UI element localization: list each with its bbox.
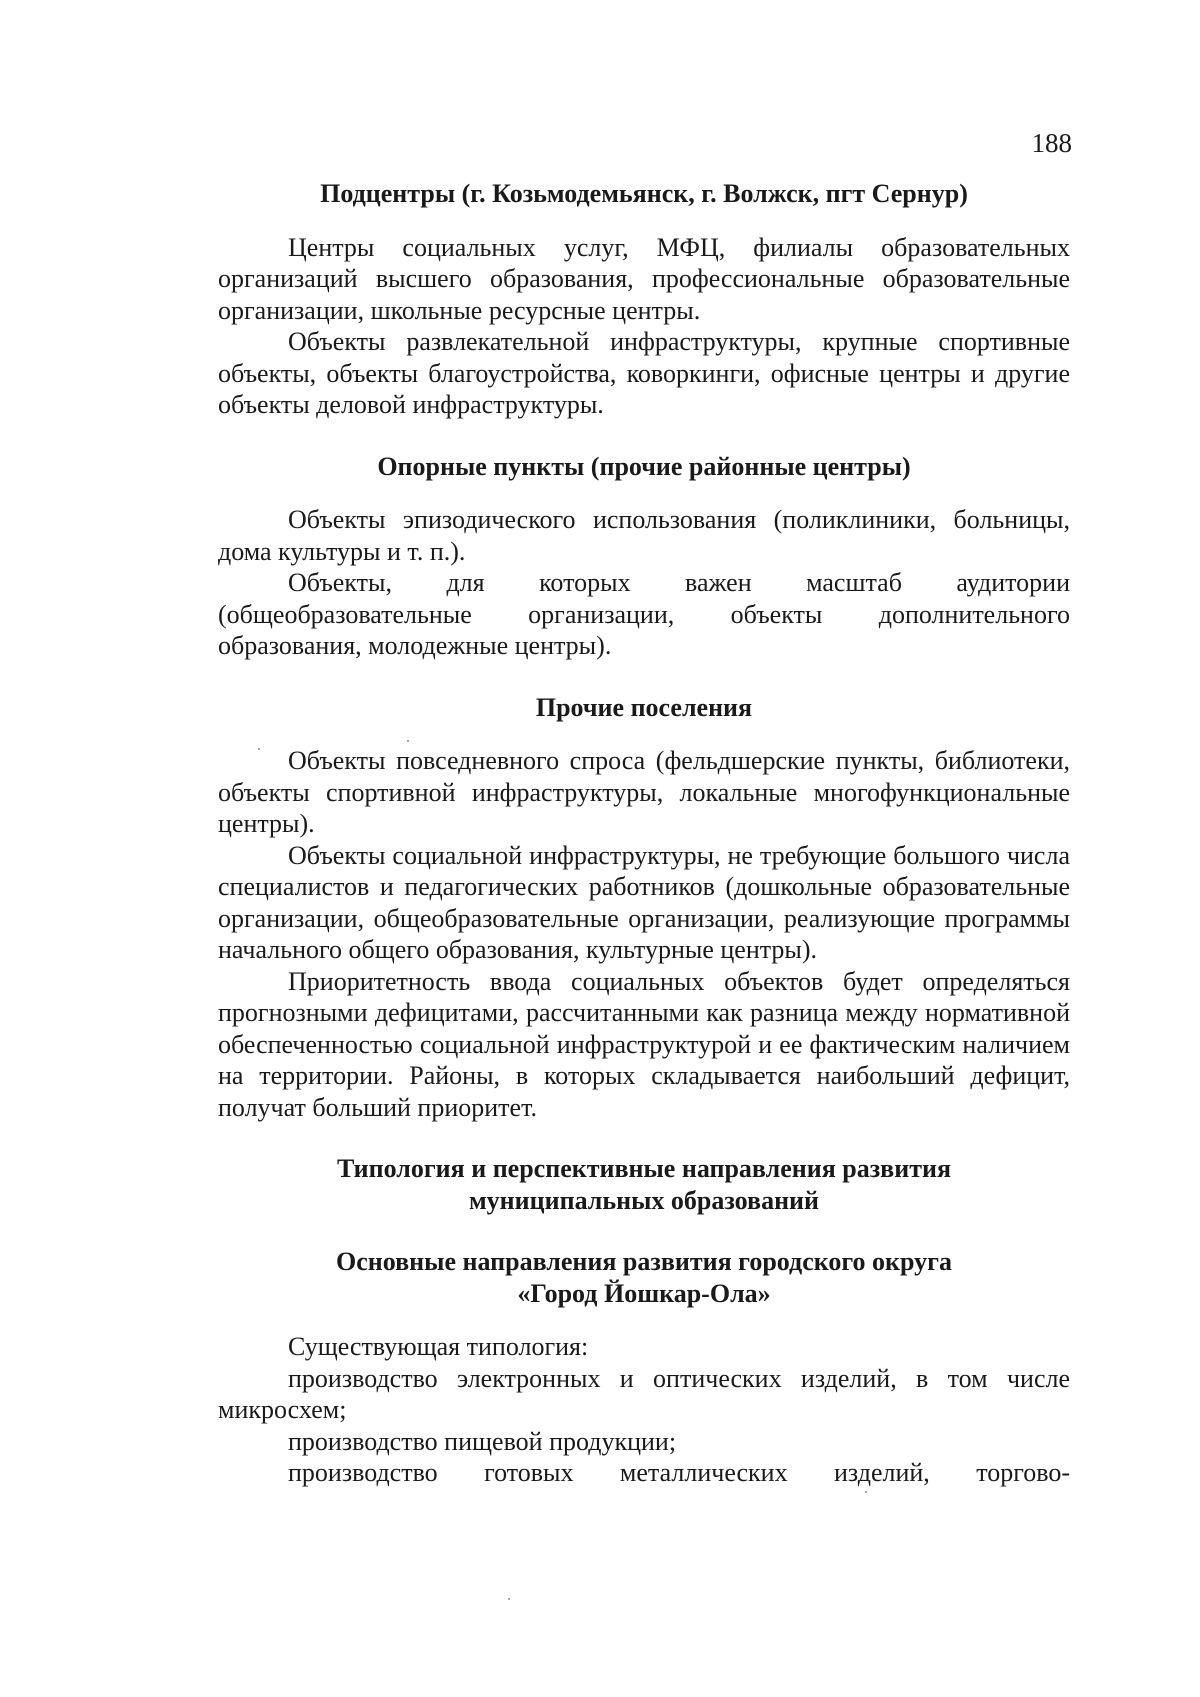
scan-speck: [407, 740, 409, 742]
paragraph: Объекты социальной инфраструктуры, не требующие большого числа специалистов и педагогических работников (дошкольные образовательные организации, общеобразовательные организации, реализующие программы начального общего образования, культурные центры).: [218, 840, 1070, 964]
list-item: производство пищевой продукции;: [288, 1426, 677, 1456]
page-content: [218, 178, 1070, 1489]
list-item: производство электронных и оптических изделий, в том числе микросхем;: [218, 1363, 1070, 1424]
paragraph: Объекты развлекательной инфраструктуры, крупные спортивные объекты, объекты благоустройства, коворкинги, офисные центры и другие объекты деловой инфраструктуры.: [218, 327, 1070, 419]
scan-speck: [508, 1598, 510, 1600]
list-item: Существующая типология:: [288, 1332, 589, 1361]
paragraph: Объекты эпизодического использования (поликлиники, больницы, дома культуры и т. п.).: [218, 505, 1070, 566]
section-heading-support-points: Опорные пункты (прочие районные центры): [377, 451, 911, 481]
typology-heading-line2: муниципальных образований: [468, 1185, 820, 1215]
page-number: 188: [1031, 128, 1072, 158]
paragraph: Объекты повседневного спроса (фельдшерские пункты, библиотеки, объекты спортивной инфраструктуры, локальные многофункциональные центры).: [218, 746, 1070, 838]
paragraph: Приоритетность ввода социальных объектов будет определяться прогнозными дефицитами, рассчитанными как разница между нормативной обеспеченностью социальной инфраструктурой и ее фактическим наличием на территории. Районы, в которых складывается наибольший дефицит, получат больший приоритет.: [218, 966, 1070, 1122]
typology-heading-line1: Типология и перспективные направления развития: [336, 1154, 952, 1183]
city-heading-line2: «Город Йошкар-Ола»: [517, 1278, 771, 1308]
scan-speck: [258, 748, 260, 750]
list-item: производство готовых металлических изделий, торгово-: [288, 1458, 1070, 1487]
scan-speck: [865, 1491, 867, 1493]
section-heading-other-settlements: Прочие поселения: [535, 692, 753, 722]
paragraph: Центры социальных услуг, МФЦ, филиалы образовательных организаций высшего образования, профессиональные образовательные организации, школьные ресурсные центры.: [218, 232, 1070, 325]
city-heading-line1: Основные направления развития городского округа: [336, 1247, 952, 1276]
paragraph: Объекты, для которых важен масштаб аудитории (общеобразовательные организации, объекты дополнительного образования, молодежные центры).: [218, 568, 1070, 660]
section-heading-subcenters: Подцентры (г. Козьмодемьянск, г. Волжск, пгт Сернур): [320, 179, 968, 208]
